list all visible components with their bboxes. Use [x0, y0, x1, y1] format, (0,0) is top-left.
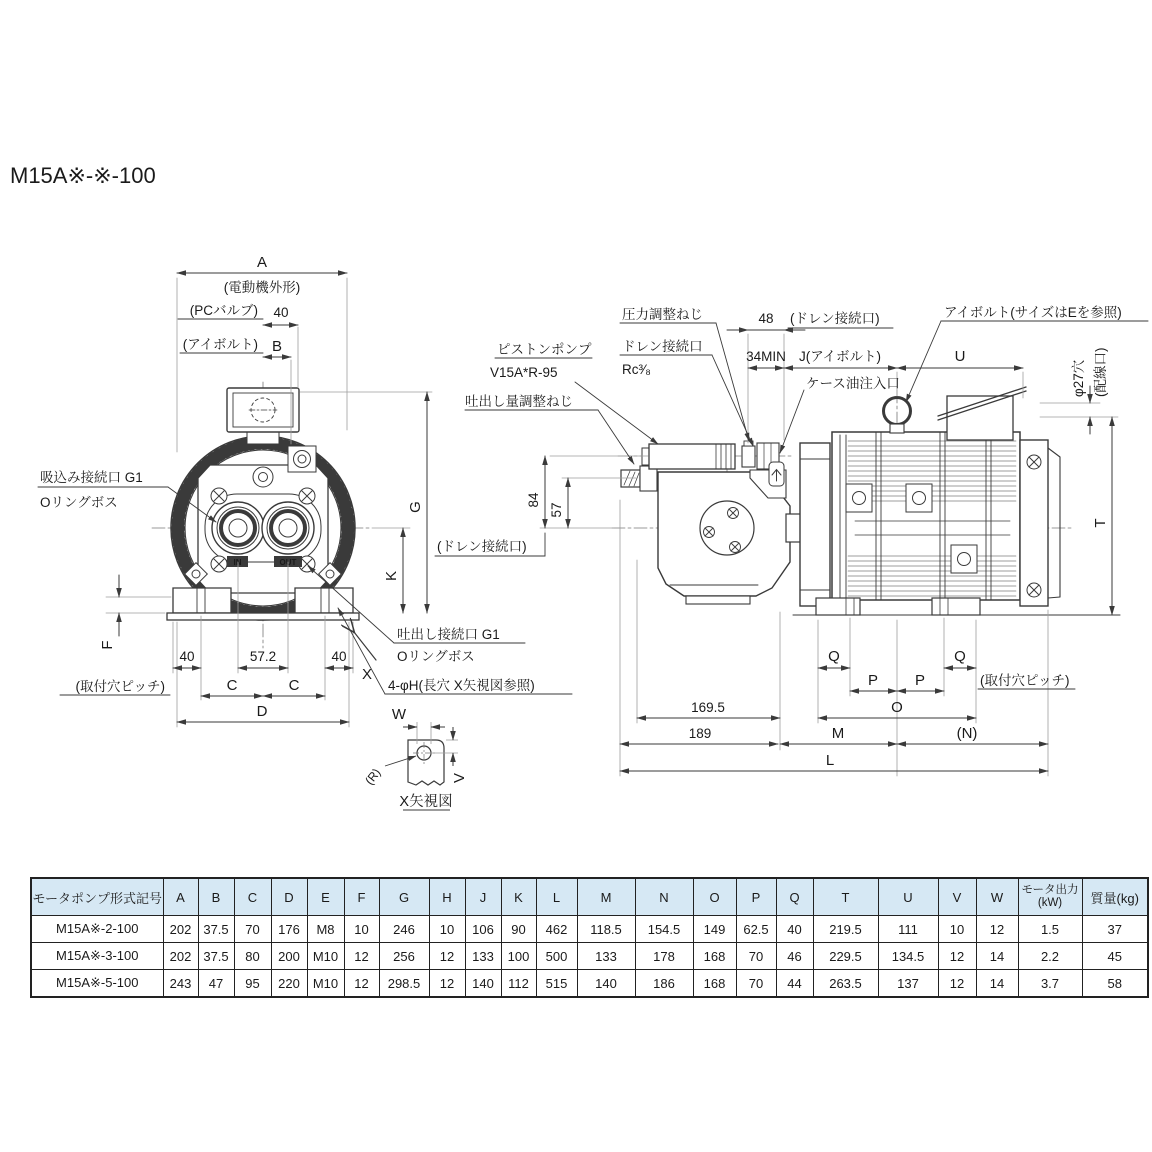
col-header-model: モータポンプ形式記号 — [31, 878, 163, 916]
col-header-u: U — [878, 878, 938, 916]
end-shield — [1020, 440, 1060, 606]
x-view-detail — [362, 706, 468, 810]
pc-valve-box — [227, 388, 299, 444]
col-header-c: C — [234, 878, 271, 916]
label-piston-pump-model: V15A*R-95 — [490, 365, 558, 380]
cell: 263.5 — [813, 970, 878, 998]
label-pressure-adjust: 圧力調整ねじ — [622, 307, 703, 322]
drain-fitting — [742, 446, 755, 467]
cell: 12 — [976, 916, 1018, 943]
dim-c1: C — [226, 677, 238, 694]
col-header-d: D — [271, 878, 307, 916]
cell: 229.5 — [813, 943, 878, 970]
cell: 112 — [501, 970, 536, 998]
dim-k: K — [383, 570, 400, 582]
dim-p2: P — [914, 672, 926, 689]
cell: 14 — [976, 970, 1018, 998]
dim-q2: Q — [954, 648, 966, 665]
dimension-table — [30, 877, 1149, 998]
motor-flange — [800, 443, 830, 606]
cell: 37 — [1082, 916, 1148, 943]
cell: 12 — [429, 970, 465, 998]
dim-l: L — [825, 752, 835, 769]
col-header-mass: 質量(kg) — [1082, 878, 1148, 916]
col-header-motor-output — [1018, 878, 1082, 916]
dim-j-eyebolt: J(アイボルト) — [798, 349, 882, 364]
label-flow-adjust: 吐出し量調整ねじ — [465, 394, 573, 409]
cell: 202 — [163, 943, 198, 970]
table-row — [31, 943, 1148, 970]
col-header-q: Q — [776, 878, 813, 916]
cell: M10 — [307, 970, 344, 998]
in-label: IN — [233, 558, 242, 567]
motor-foot-left — [816, 598, 860, 615]
cell: 202 — [163, 916, 198, 943]
label-mount-pitch-front: (取付穴ピッチ) — [75, 679, 165, 694]
dim-40-right: 40 — [331, 649, 347, 664]
dim-40-top: 40 — [273, 305, 289, 320]
label-drain-port: ドレン接続口 — [622, 339, 703, 354]
cell: 200 — [271, 943, 307, 970]
cell: 298.5 — [379, 970, 429, 998]
cell: 10 — [344, 916, 379, 943]
label-piston-pump: ピストンポンプ — [497, 342, 592, 357]
x-view-marker: X — [361, 666, 373, 683]
dim-b: B — [271, 338, 283, 355]
cell: 12 — [938, 970, 976, 998]
col-header-t: T — [813, 878, 878, 916]
col-header-k: K — [501, 878, 536, 916]
label-discharge-oring: Oリングボス — [397, 649, 475, 664]
dim-p1: P — [867, 672, 879, 689]
top-right-bolt — [288, 446, 316, 472]
cell: 243 — [163, 970, 198, 998]
dim-u: U — [954, 348, 966, 365]
cell: 106 — [465, 916, 501, 943]
col-header-o: O — [693, 878, 736, 916]
cell: 118.5 — [577, 916, 635, 943]
dim-40-left: 40 — [179, 649, 195, 664]
page-title: M15A※-※-100 — [10, 163, 156, 188]
col-header-b: B — [198, 878, 234, 916]
dim-84: 84 — [526, 492, 541, 508]
cell-model-1: M15A※-2-100 — [31, 916, 163, 943]
col-header-l: L — [536, 878, 577, 916]
cell: 168 — [693, 970, 736, 998]
label-drain-top: (ドレン接続口) — [790, 311, 880, 326]
cell: 176 — [271, 916, 307, 943]
col-header-p: P — [736, 878, 776, 916]
dim-189: 189 — [688, 726, 712, 741]
side-view-drawing — [435, 305, 1148, 776]
cell: 100 — [501, 943, 536, 970]
cell: 219.5 — [813, 916, 878, 943]
label-motor-outline: (電動機外形) — [223, 280, 301, 295]
label-suction-port: 吸込み接続口 G1 — [40, 470, 143, 485]
dim-w: W — [391, 706, 407, 723]
col-header-n: N — [635, 878, 693, 916]
header-power-line1: モータ出力 — [1021, 883, 1079, 896]
cell: 10 — [429, 916, 465, 943]
cell: 133 — [465, 943, 501, 970]
cell: 149 — [693, 916, 736, 943]
cell: 246 — [379, 916, 429, 943]
col-header-v: V — [938, 878, 976, 916]
table-header-row — [31, 878, 1148, 916]
cell: 80 — [234, 943, 271, 970]
dim-34min: 34MIN — [746, 349, 786, 364]
cell-model-2: M15A※-3-100 — [31, 943, 163, 970]
col-header-e: E — [307, 878, 344, 916]
col-header-f: F — [344, 878, 379, 916]
dim-d: D — [256, 703, 268, 720]
cell: 137 — [878, 970, 938, 998]
dim-n: (N) — [956, 725, 978, 742]
dim-g: G — [407, 501, 424, 513]
col-header-a: A — [163, 878, 198, 916]
cell: 1.5 — [1018, 916, 1082, 943]
dim-m: M — [831, 725, 845, 742]
label-r: (R) — [362, 765, 384, 788]
cell: 70 — [234, 916, 271, 943]
terminal-box — [938, 387, 1026, 440]
discharge-port-circle — [262, 502, 314, 554]
suction-port-circle — [212, 502, 264, 554]
dim-169-5: 169.5 — [691, 700, 725, 715]
cell: 12 — [429, 943, 465, 970]
cell-model-3: M15A※-5-100 — [31, 970, 163, 998]
cell: 70 — [736, 943, 776, 970]
cell: 10 — [938, 916, 976, 943]
side-pump — [621, 441, 802, 604]
dim-q1: Q — [828, 648, 840, 665]
dim-48: 48 — [758, 311, 774, 326]
front-view-drawing — [38, 254, 572, 727]
label-mount-pitch-side: (取付穴ピッチ) — [980, 673, 1070, 688]
col-header-w: W — [976, 878, 1018, 916]
dim-57-2: 57.2 — [249, 649, 277, 664]
cell: 3.7 — [1018, 970, 1082, 998]
table-row — [31, 970, 1148, 998]
label-case-oil: ケース油注入口 — [806, 376, 900, 391]
cell: 12 — [344, 943, 379, 970]
side-motor — [793, 387, 1120, 615]
cell: 133 — [577, 943, 635, 970]
label-hole-note: 4-φH(長穴 X矢視図参照) — [388, 678, 535, 693]
cell: 90 — [501, 916, 536, 943]
cell: 14 — [976, 943, 1018, 970]
cell: 186 — [635, 970, 693, 998]
label-pc-valve: (PCバルブ) — [189, 303, 258, 318]
cell: M10 — [307, 943, 344, 970]
label-eyebolt-note: アイボルト(サイズはEを参照) — [944, 305, 1122, 320]
cell: 40 — [776, 916, 813, 943]
header-power-line2: (kW) — [1037, 897, 1063, 909]
cell: 12 — [344, 970, 379, 998]
cell: 178 — [635, 943, 693, 970]
x-view-caption: X矢視図 — [399, 794, 453, 810]
cell: M8 — [307, 916, 344, 943]
cell: 154.5 — [635, 916, 693, 943]
cell: 58 — [1082, 970, 1148, 998]
label-hole-27: φ27穴 — [1071, 359, 1086, 397]
cell: 515 — [536, 970, 577, 998]
dim-v: V — [451, 772, 468, 784]
cell: 37.5 — [198, 916, 234, 943]
cell: 95 — [234, 970, 271, 998]
dim-57: 57 — [549, 502, 564, 518]
cell: 37.5 — [198, 943, 234, 970]
col-header-m: M — [577, 878, 635, 916]
cell: 46 — [776, 943, 813, 970]
cell: 140 — [465, 970, 501, 998]
cell: 256 — [379, 943, 429, 970]
cell: 70 — [736, 970, 776, 998]
label-discharge-port: 吐出し接続口 G1 — [397, 627, 500, 642]
cell: 500 — [536, 943, 577, 970]
cell: 140 — [577, 970, 635, 998]
col-header-g: G — [379, 878, 429, 916]
dim-a: A — [256, 254, 268, 271]
cell: 111 — [878, 916, 938, 943]
out-label: OUT — [279, 558, 297, 567]
cell: 62.5 — [736, 916, 776, 943]
motor-foot-right — [932, 598, 980, 615]
cell: 44 — [776, 970, 813, 998]
cell: 45 — [1082, 943, 1148, 970]
label-eyebolt-front: (アイボルト) — [182, 337, 258, 352]
cell: 47 — [198, 970, 234, 998]
label-suction-oring: Oリングボス — [40, 495, 118, 510]
dim-o: O — [891, 699, 903, 716]
cell: 220 — [271, 970, 307, 998]
col-header-j: J — [465, 878, 501, 916]
cell: 12 — [938, 943, 976, 970]
label-wiring-port: (配線口) — [1093, 347, 1108, 397]
cell: 462 — [536, 916, 577, 943]
dim-f: F — [99, 640, 116, 650]
table-row — [31, 916, 1148, 943]
cell: 2.2 — [1018, 943, 1082, 970]
label-drain-thread: Rc³⁄₈ — [622, 362, 651, 377]
dim-t: T — [1092, 518, 1109, 528]
cell: 134.5 — [878, 943, 938, 970]
label-drain-left: (ドレン接続口) — [437, 539, 527, 554]
compensator-cylinder — [649, 444, 735, 469]
cell: 168 — [693, 943, 736, 970]
dim-c2: C — [288, 677, 300, 694]
col-header-h: H — [429, 878, 465, 916]
